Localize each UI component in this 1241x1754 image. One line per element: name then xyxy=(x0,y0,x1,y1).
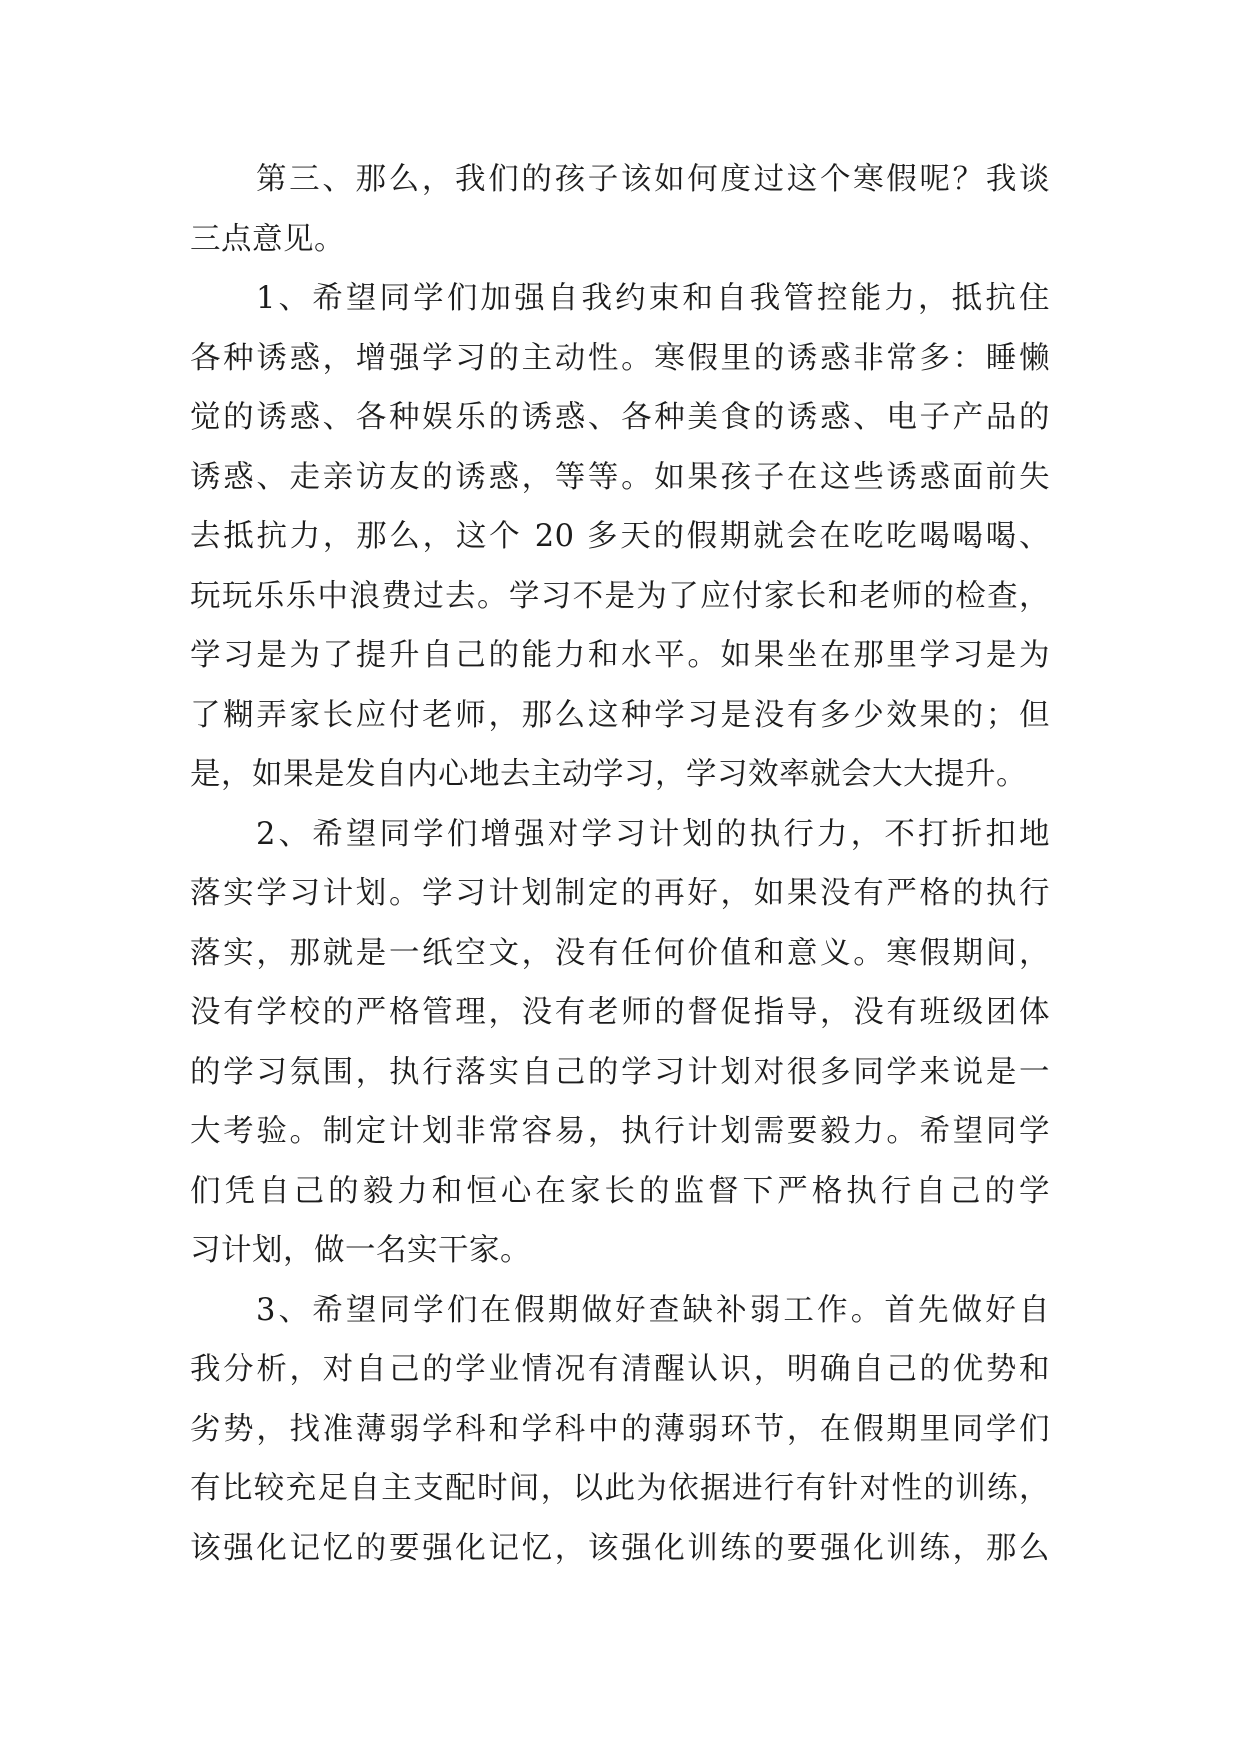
text-line: 去抵抗力，那么，这个 20 多天的假期就会在吃吃喝喝喝、 xyxy=(190,519,1050,554)
text-line: 我分析，对自己的学业情况有清醒认识，明确自己的优势和 xyxy=(190,1352,1050,1387)
paragraph-intro xyxy=(190,161,1050,280)
text-line: 没有学校的严格管理，没有老师的督促指导，没有班级团体 xyxy=(190,995,1050,1030)
paragraph-point-3 xyxy=(190,1292,1050,1590)
text-line: 是，如果是发自内心地去主动学习，学习效率就会大大提升。 xyxy=(190,757,1027,792)
text-line: 有比较充足自主支配时间，以此为依据进行有针对性的训练， xyxy=(190,1471,1050,1506)
paragraph-point-2 xyxy=(190,816,1050,1292)
text-line: 觉的诱惑、各种娱乐的诱惑、各种美食的诱惑、电子产品的 xyxy=(190,400,1050,435)
text-line: 习计划，做一名实干家。 xyxy=(190,1233,531,1268)
text-line: 学习是为了提升自己的能力和水平。如果坐在那里学习是为 xyxy=(190,638,1050,673)
text-line: 的学习氛围，执行落实自己的学习计划对很多同学来说是一 xyxy=(190,1054,1050,1090)
paragraph-point-1 xyxy=(190,280,1050,816)
text-line: 该强化记忆的要强化记忆，该强化训练的要强化训练，那么 xyxy=(190,1530,1050,1566)
text-line: 各种诱惑，增强学习的主动性。寒假里的诱惑非常多：睡懒 xyxy=(190,340,1050,376)
text-line: 落实，那就是一纸空文，没有任何价值和意义。寒假期间， xyxy=(190,935,1050,971)
document-body xyxy=(190,161,1050,1589)
text-line: 2、希望同学们增强对学习计划的执行力，不打折扣地 xyxy=(256,816,1050,852)
text-line: 1、希望同学们加强自我约束和自我管控能力，抵抗住 xyxy=(256,281,1050,316)
text-line: 三点意见。 xyxy=(190,221,345,257)
text-line: 了糊弄家长应付老师，那么这种学习是没有多少效果的；但 xyxy=(190,697,1050,733)
text-line: 第三、那么，我们的孩子该如何度过这个寒假呢？我谈 xyxy=(256,162,1050,197)
text-line: 大考验。制定计划非常容易，执行计划需要毅力。希望同学 xyxy=(190,1114,1050,1149)
text-line: 劣势，找准薄弱学科和学科中的薄弱环节，在假期里同学们 xyxy=(190,1411,1050,1447)
text-line: 诱惑、走亲访友的诱惑，等等。如果孩子在这些诱惑面前失 xyxy=(190,459,1050,495)
text-line: 玩玩乐乐中浪费过去。学习不是为了应付家长和老师的检查， xyxy=(190,578,1050,614)
text-line: 落实学习计划。学习计划制定的再好，如果没有严格的执行 xyxy=(190,876,1050,911)
text-line: 们凭自己的毅力和恒心在家长的监督下严格执行自己的学 xyxy=(190,1173,1050,1209)
text-line: 3、希望同学们在假期做好查缺补弱工作。首先做好自 xyxy=(256,1292,1050,1328)
